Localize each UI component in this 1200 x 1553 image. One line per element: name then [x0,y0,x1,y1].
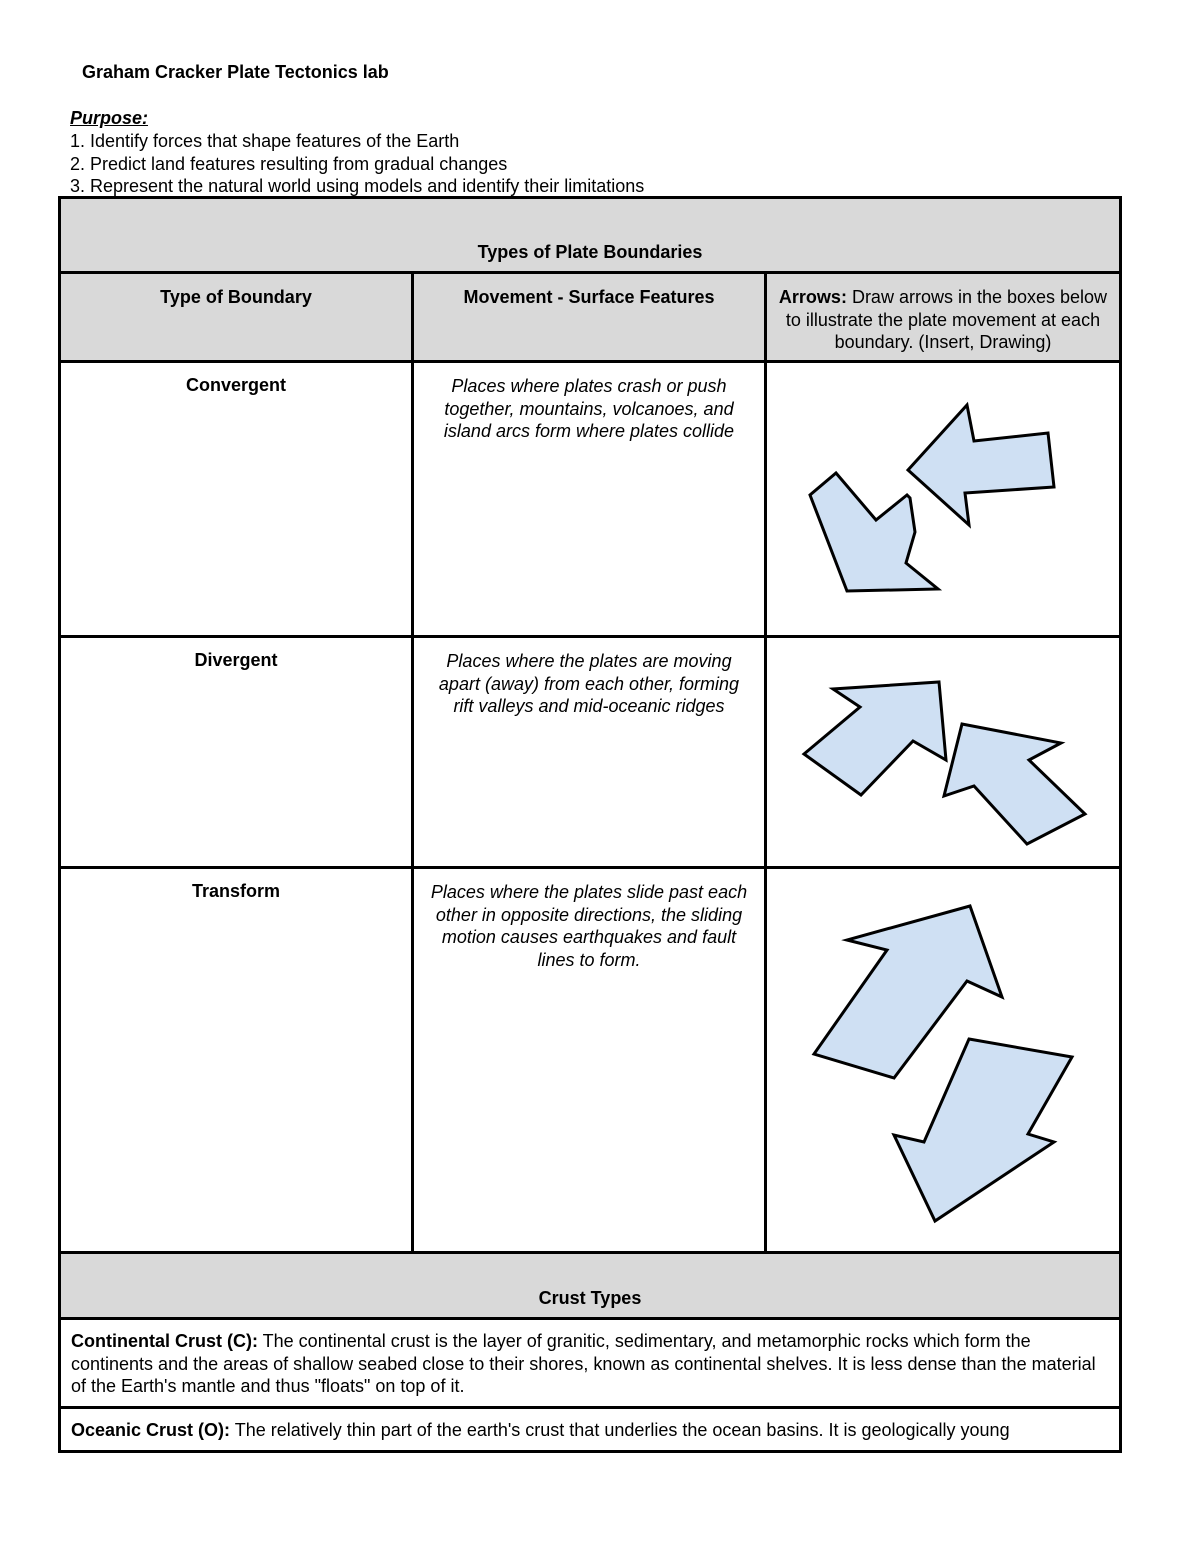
continental-crust-label: Continental Crust (C): [71,1331,258,1351]
boundary-type-divergent [60,637,413,868]
divergent-arrows-drawing [767,638,1119,866]
arrow-drawing-transform[interactable] [766,868,1121,1253]
purpose-list [70,130,644,198]
boundary-description-divergent [413,637,766,868]
arrow-shape[interactable] [908,405,1054,525]
boundary-type-transform [60,868,413,1253]
arrow-shape[interactable] [810,473,938,591]
boundary-type-label: Convergent [185,375,286,395]
arrow-drawing-divergent[interactable] [766,637,1121,868]
arrow-shape[interactable] [804,682,946,795]
column-header-movement-text: Movement - Surface Features [463,287,715,307]
boundary-description-text: Places where the plates slide past each other in opposite directions, the sliding motion causes earthquakes and fault lines to form. [430,882,748,970]
convergent-arrows-drawing [767,363,1119,635]
arrow-drawing-convergent[interactable] [766,362,1121,637]
transform-arrows-drawing [767,869,1119,1251]
boundary-description-text: Places where plates crash or push together, mountains, volcanoes, and island arcs form where plates collide [443,376,735,441]
boundary-type-label: Transform [191,881,281,901]
arrows-instructions: Draw arrows in the boxes below to illustrate the plate movement at each boundary. (Insert, Drawing) [785,287,1108,352]
crust-heading-text: Crust Types [538,1288,642,1308]
oceanic-crust-cell [60,1407,1121,1451]
column-header-type [60,273,413,362]
column-header-movement [413,273,766,362]
boundary-description-convergent [413,362,766,637]
arrow-shape[interactable] [944,724,1085,844]
boundaries-heading-text: Types of Plate Boundaries [477,242,703,262]
purpose-item: 3. Represent the natural world using models and identify their limitations [70,176,645,196]
boundary-description-transform [413,868,766,1253]
column-header-type-text: Type of Boundary [160,287,312,307]
boundary-type-label: Divergent [194,650,278,670]
purpose-heading: Purpose: [70,108,149,128]
crust-table-heading [60,1253,1121,1319]
column-header-arrows [766,273,1121,362]
purpose-item: 2. Predict land features resulting from gradual changes [70,153,508,174]
document-title: Graham Cracker Plate Tectonics lab [82,62,389,82]
continental-crust-cell [60,1319,1121,1408]
oceanic-crust-text: The relatively thin part of the earth's crust that underlies the ocean basins. It is geologically young [230,1419,1010,1440]
boundary-description-text: Places where the plates are moving apart (away) from each other, forming rift valleys and mid-oceanic ridges [438,651,740,716]
arrows-label: Arrows: [778,287,847,307]
boundaries-table-heading [60,198,1121,273]
continental-crust-text: The continental crust is the layer of granitic, sedimentary, and metamorphic rocks which form the continents and the areas of shallow seabed close to their shores, known as continental shelves. It is less dense than the material of the Earth's mantle and thus "floats" on top of it. [71,1331,1096,1396]
plate-boundaries-table [58,196,1122,1453]
arrow-shape[interactable] [894,1039,1072,1221]
boundary-type-convergent [60,362,413,637]
oceanic-crust-label: Oceanic Crust (O): [71,1419,231,1440]
purpose-item: 1. Identify forces that shape features of the Earth [70,131,460,151]
